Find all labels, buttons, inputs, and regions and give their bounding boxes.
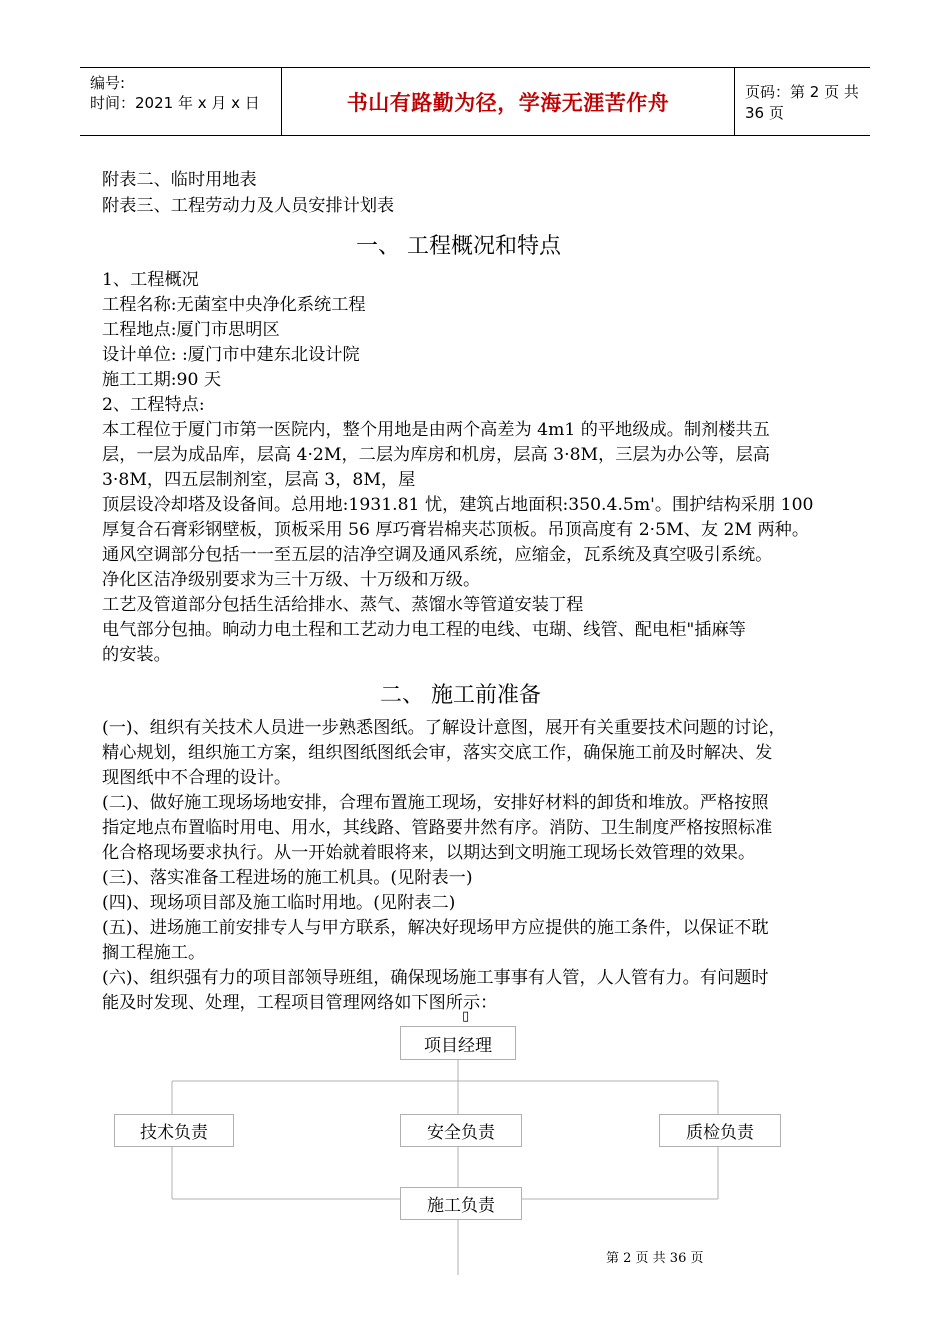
paragraph-line: 能及时发现、处理，工程项目管理网络如下图所示： bbox=[102, 993, 498, 1013]
project-name: 工程名称:无菌室中央净化系统工程 bbox=[102, 295, 366, 315]
page-header bbox=[80, 67, 870, 136]
paragraph-line: 现图纸中不合理的设计。 bbox=[102, 768, 292, 788]
doc-time-label: 时间：2021 年 x 月 x 日 bbox=[90, 94, 260, 112]
paragraph-line: 化合格现场要求执行。从一开始就着眼将来，以期达到文明施工现场长效管理的效果。 bbox=[102, 843, 756, 863]
paragraph-line: (六)、组织强有力的项目部领导班组，确保现场施工事事有人管，人人管有力。有问题时 bbox=[102, 968, 769, 988]
paragraph-line: (五)、进场施工前安排专人与甲方联系，解决好现场甲方应提供的施工条件，以保证不耽 bbox=[102, 918, 769, 938]
s1-subheading-features: 2、工程特点: bbox=[102, 395, 205, 415]
paragraph-line: 的安装。 bbox=[102, 645, 171, 665]
paragraph-line: 指定地点布置临时用电、用水，其线路、管路要井然有序。消防、卫生制度严格按照标准 bbox=[102, 818, 773, 838]
anchor-marker: ▯ bbox=[462, 1009, 470, 1024]
design-unit: 设计单位: :厦门市中建东北设计院 bbox=[102, 345, 360, 365]
org-box-tech: 技术负责 bbox=[114, 1114, 234, 1147]
paragraph-line: (一)、组织有关技术人员进一步熟悉图纸。了解设计意图，展开有关重要技术问题的讨论， bbox=[102, 718, 786, 738]
header-motto-cell bbox=[282, 68, 735, 135]
paragraph-line: 电气部分包抽。晌动力电土程和工艺动力电工程的电线、屯瑚、线管、配电柜"插麻等 bbox=[102, 620, 746, 640]
appendix-2: 附表二、临时用地表 bbox=[102, 170, 257, 190]
section-1-title: 一、 工程概况和特点 bbox=[356, 234, 561, 259]
s1-subheading-overview: 1、工程概况 bbox=[102, 270, 199, 290]
paragraph-line: (四)、现场项目部及施工临时用地。(见附表二) bbox=[102, 893, 456, 913]
paragraph-line: 通风空调部分包括一一至五层的洁净空调及通风系统，应缩金，瓦系统及真空吸引系统。 bbox=[102, 545, 773, 565]
doc-number-label: 编号: bbox=[90, 74, 126, 92]
org-box-manager: 项目经理 bbox=[400, 1026, 516, 1060]
paragraph-line: (三)、落实准备工程进场的施工机具。(见附表一) bbox=[102, 868, 473, 888]
header-motto: 书山有路勤为径，学海无涯苦作舟 bbox=[346, 89, 670, 115]
paragraph-line: 厚复合石膏彩钢壁板，顶板采用 56 厚巧膏岩棉夹芯顶板。吊顶高度有 2·5M、友 2M 两种。 bbox=[102, 520, 810, 540]
header-left-cell bbox=[80, 68, 282, 135]
paragraph-line: 顶层设冷却塔及设备间。总用地:1931.81 忧，建筑占地面积:350.4.5m'。围护结构采朋 100 bbox=[102, 495, 814, 515]
org-box-construction: 施工负责 bbox=[400, 1187, 522, 1220]
paragraph-line: 3·8M，四五层制剂室，层高 3，8M，屋 bbox=[102, 470, 416, 490]
paragraph-line: 精心规划，组织施工方案，组织图纸图纸会审，落实交底工作，确保施工前及时解决、发 bbox=[102, 743, 773, 763]
header-page-cell bbox=[735, 68, 870, 135]
paragraph-line: 层，一层为成品库，层高 4·2M，二层为库房和机房，层高 3·8M，三层为办公等，层高 bbox=[102, 445, 770, 465]
section-2-title: 二、 施工前准备 bbox=[380, 683, 541, 708]
page-footer: 第 2 页 共 36 页 bbox=[606, 1251, 704, 1266]
paragraph-line: (二)、做好施工现场场地安排，合理布置施工现场，安排好材料的卸货和堆放。严格按照 bbox=[102, 793, 769, 813]
project-site: 工程地点:厦门市思明区 bbox=[102, 320, 280, 340]
org-box-quality: 质检负责 bbox=[659, 1114, 781, 1147]
paragraph-line: 工艺及管道部分包括生活给排水、蒸气、蒸馏水等管道安装丁程 bbox=[102, 595, 584, 615]
header-page-label: 页码：第 2 页 共 36 页 bbox=[745, 82, 859, 122]
appendix-3: 附表三、工程劳动力及人员安排计划表 bbox=[102, 196, 395, 216]
construction-period: 施工工期:90 天 bbox=[102, 370, 222, 390]
paragraph-line: 本工程位于厦门市第一医院内，整个用地是由两个高差为 4m1 的平地级成。制剂楼共五 bbox=[102, 420, 770, 440]
paragraph-line: 净化区洁净级别要求为三十万级、十万级和万级。 bbox=[102, 570, 481, 590]
paragraph-line: 搁工程施工。 bbox=[102, 943, 206, 963]
org-box-safety: 安全负责 bbox=[400, 1114, 522, 1147]
